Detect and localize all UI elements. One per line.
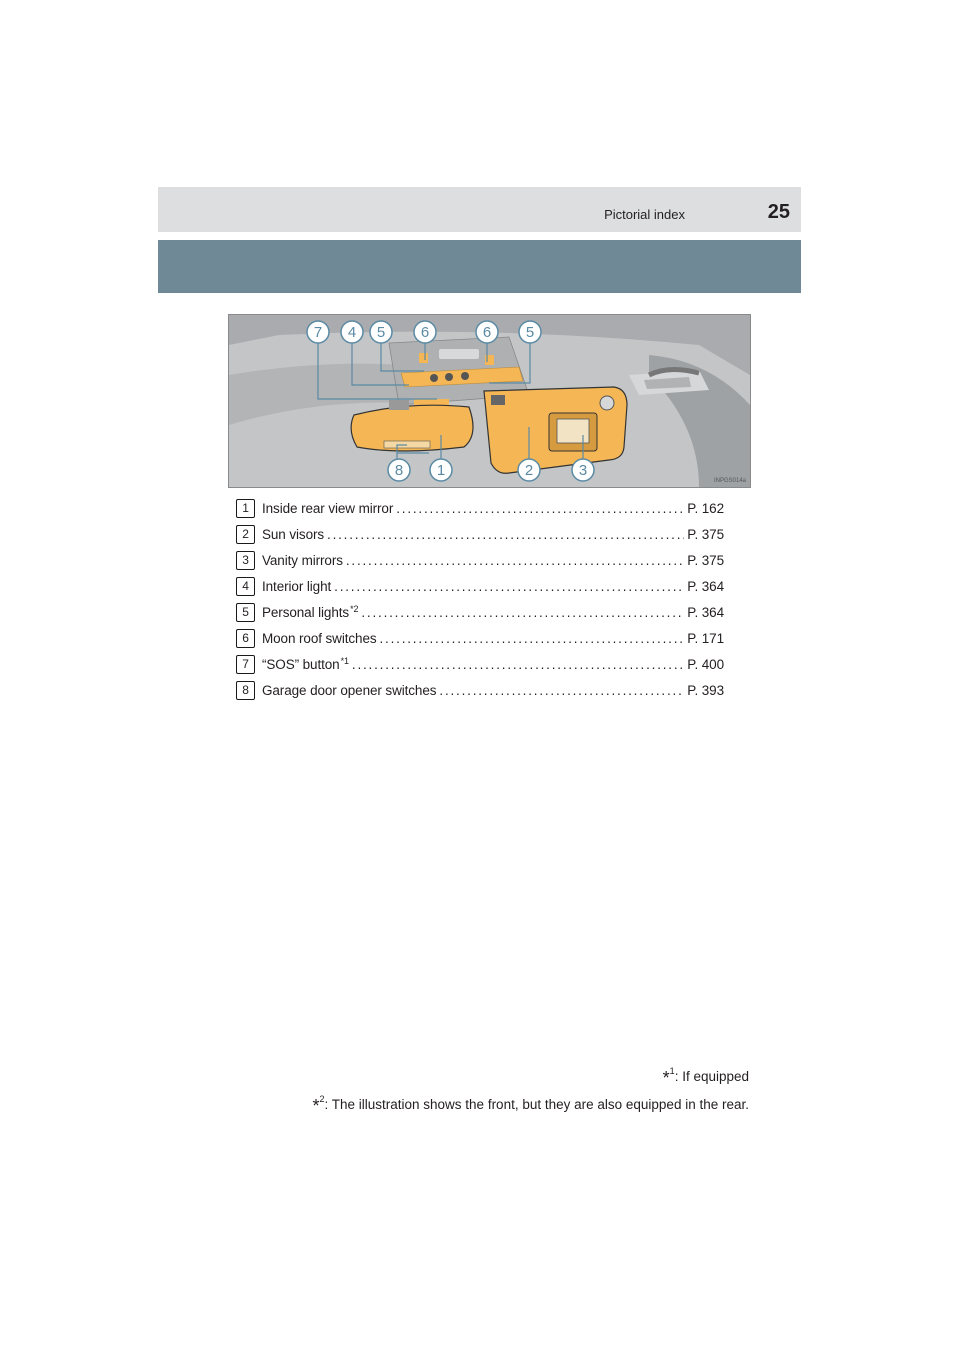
index-item[interactable] [236,599,724,625]
dot-leader [352,657,684,672]
index-item[interactable] [236,547,724,573]
page-reference-link[interactable]: P. 364 [687,604,724,620]
page-reference-link[interactable]: P. 375 [687,526,724,542]
page-reference-link[interactable]: P. 393 [687,682,724,698]
index-item[interactable] [236,573,724,599]
item-number-badge: 8 [236,681,255,700]
item-number-badge: 4 [236,577,255,596]
callout-top-6: 5 [525,324,535,341]
dot-leader [396,501,684,516]
item-number-badge: 7 [236,655,255,674]
item-label: Vanity mirrors [262,552,343,568]
dot-leader [380,631,685,646]
callout-top-2: 4 [347,324,357,341]
dot-leader [334,579,684,594]
index-item[interactable] [236,521,724,547]
page-reference-link[interactable]: P. 400 [687,656,724,672]
callout-bottom-2: 1 [436,462,446,479]
footnote-2: *$^2$: The illustration shows the front, but they are also equipped in the rear. [312,1094,749,1116]
page-reference-link[interactable]: P. 375 [687,552,724,568]
item-number-badge: 5 [236,603,255,622]
section-title: Pictorial index [604,207,685,222]
callout-bottom-4: 3 [578,462,588,479]
item-number-badge: 2 [236,525,255,544]
dot-leader [361,605,684,620]
page-reference-link[interactable]: P. 162 [687,500,724,516]
callout-top-1: 7 [313,324,323,341]
section-band [158,240,801,293]
page-number: 25 [767,201,790,223]
illustration-drawing [229,315,750,487]
item-label: Personal lights$^{*2}$ [262,604,359,620]
footnote-marker: *1 [340,656,349,666]
page-reference-link[interactable]: P. 364 [687,578,724,594]
index-list [236,495,724,703]
footnote-marker: *2 [350,604,359,614]
callout-top-5: 6 [482,324,492,341]
dot-leader [327,527,684,542]
dot-leader [439,683,684,698]
overhead-console-illustration [228,314,751,488]
item-number-badge: 3 [236,551,255,570]
callout-bottom-3: 2 [524,462,534,479]
item-number-badge: 1 [236,499,255,518]
index-item[interactable] [236,677,724,703]
footnote-1: *$^1$: If equipped [662,1066,749,1088]
page-reference-link[interactable]: P. 171 [687,630,724,646]
index-item[interactable] [236,651,724,677]
item-label: Sun visors [262,526,325,542]
index-item[interactable] [236,495,724,521]
item-label: Moon roof switches [262,630,377,646]
item-label: Inside rear view mirror [262,500,394,516]
item-label: Garage door opener switches [262,682,437,698]
item-label: “SOS” button$^{*1}$ [262,656,349,672]
item-label: Interior light [262,578,332,594]
dot-leader [346,553,684,568]
index-item[interactable] [236,625,724,651]
callout-top-3: 5 [376,324,386,341]
callout-top-4: 6 [420,324,430,341]
figure-code: INPGS014a [713,478,746,484]
item-number-badge: 6 [236,629,255,648]
callout-bottom-1: 8 [394,462,404,479]
header-band [158,187,801,232]
